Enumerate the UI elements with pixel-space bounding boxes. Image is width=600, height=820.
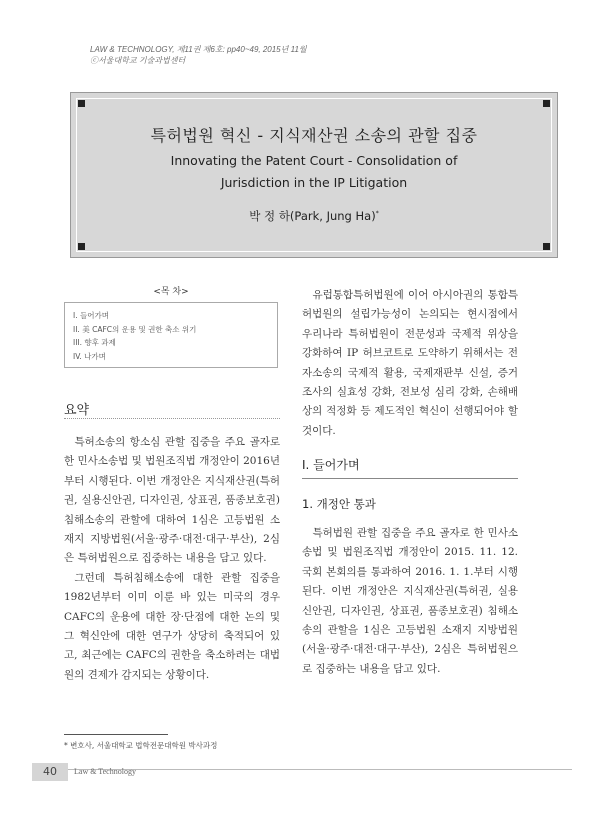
author-footnote-mark: * <box>375 210 379 218</box>
corner-mark <box>78 243 85 250</box>
subsection-heading: 1. 개정안 통과 <box>302 497 376 511</box>
title-box <box>68 90 560 260</box>
toc-box <box>64 302 278 368</box>
title-english-line1: Innovating the Patent Court - Consolidation of <box>170 153 458 168</box>
title-korean: 특허법원 혁신 - 지식재산권 소송의 관할 집중 <box>150 126 478 145</box>
corner-mark <box>543 100 550 107</box>
toc-item: III. 향후 과제 <box>73 338 116 347</box>
author <box>70 208 558 224</box>
table-of-contents <box>64 284 278 368</box>
abstract-heading: 요약 <box>64 403 90 418</box>
section-heading: I. 들어가며 <box>302 458 360 472</box>
abstract-paragraph: 특허소송의 항소심 관할 집중을 주요 골자로 한 민사소송법 및 법원조직법 개정안이 2016년부터 시행된다. 이번 개정안은 지식재산권(특허권, 실용신안권, 디자인권, 상표권, 품종보호권) 침해소송의 관할에 대하여 1심은 고등법원 소재지 지방법원(서울·광주·대전·대구·부산), 2심은 특허법원으로 집중하는 내용을 담고 있다. <box>64 436 280 565</box>
journal-name: Law & Technology <box>74 767 136 776</box>
toc-item: I. 들어가며 <box>73 311 109 320</box>
toc-item: II. 美 CAFC의 운용 및 권한 축소 위기 <box>73 324 197 334</box>
abstract-body <box>64 433 280 685</box>
toc-item: IV. 나가며 <box>73 351 106 361</box>
intro-paragraph: 유럽통합특허법원에 이어 아시아권의 통합특허법원의 설립가능성이 논의되는 현시점에서 우리나라 특허법원이 전문성과 국제적 위상을 강화하여 IP 허브코트로 도약하기 위해서는 전자소송의 국제적 활용, 국제재판부 신설, 증거조사의 실효성 강화, 전보성 심리 강화, 손해배상의 적정화 등 제도적인 혁신이 선행되어야 할 것이다. <box>302 289 518 437</box>
section-body <box>302 524 518 679</box>
running-header <box>90 44 307 66</box>
corner-mark <box>543 243 550 250</box>
page-number: 40 <box>32 763 68 781</box>
section-paragraph: 특허법원 관할 집중을 주요 골자로 한 민사소송법 및 법원조직법 개정안이 2015. 11. 12. 국회 본회의를 통과하여 2016. 1. 1.부터 시행된다. 이번 개정안은 지식재산권(특허권, 실용신안권, 디자인권, 상표권, 품종보호권) 침해소송의 관할을 1심은 고등법원 소재지 지방법원(서울·광주·대전·대구·부산), 2심은 특허법원으로 집중하는 내용을 담고 있다. <box>302 527 518 675</box>
section-divider <box>302 478 518 479</box>
author-name: 박 정 하(Park, Jung Ha) <box>249 209 376 223</box>
corner-mark <box>78 100 85 107</box>
copyright: ⓒ서울대학교 기술과법센터 <box>90 56 186 65</box>
toc-title: <목 차> <box>153 287 189 297</box>
abstract-paragraph: 그런데 특허침해소송에 대한 관할 집중을 1982년부터 이미 이룬 바 있는 미국의 경우 CAFC의 운용에 대한 장·단점에 대한 논의 및 그 혁신안에 대한 연구가 상당히 축적되어 있고, 최근에는 CAFC의 권한을 축소하려는 대법원의 견제가 감지되는 상황이다. <box>64 571 280 681</box>
title-english <box>70 150 558 194</box>
abstract-divider <box>64 418 280 419</box>
title-english-line2: Jurisdiction in the IP Litigation <box>220 175 408 190</box>
footnote-rule <box>64 734 168 735</box>
abstract-continued <box>302 286 518 441</box>
citation: LAW & TECHNOLOGY, 제11권 제6호: pp40~49, 2015년 11월 <box>90 45 307 54</box>
footnote: * 변호사, 서울대학교 법학전문대학원 박사과정 <box>64 741 218 750</box>
